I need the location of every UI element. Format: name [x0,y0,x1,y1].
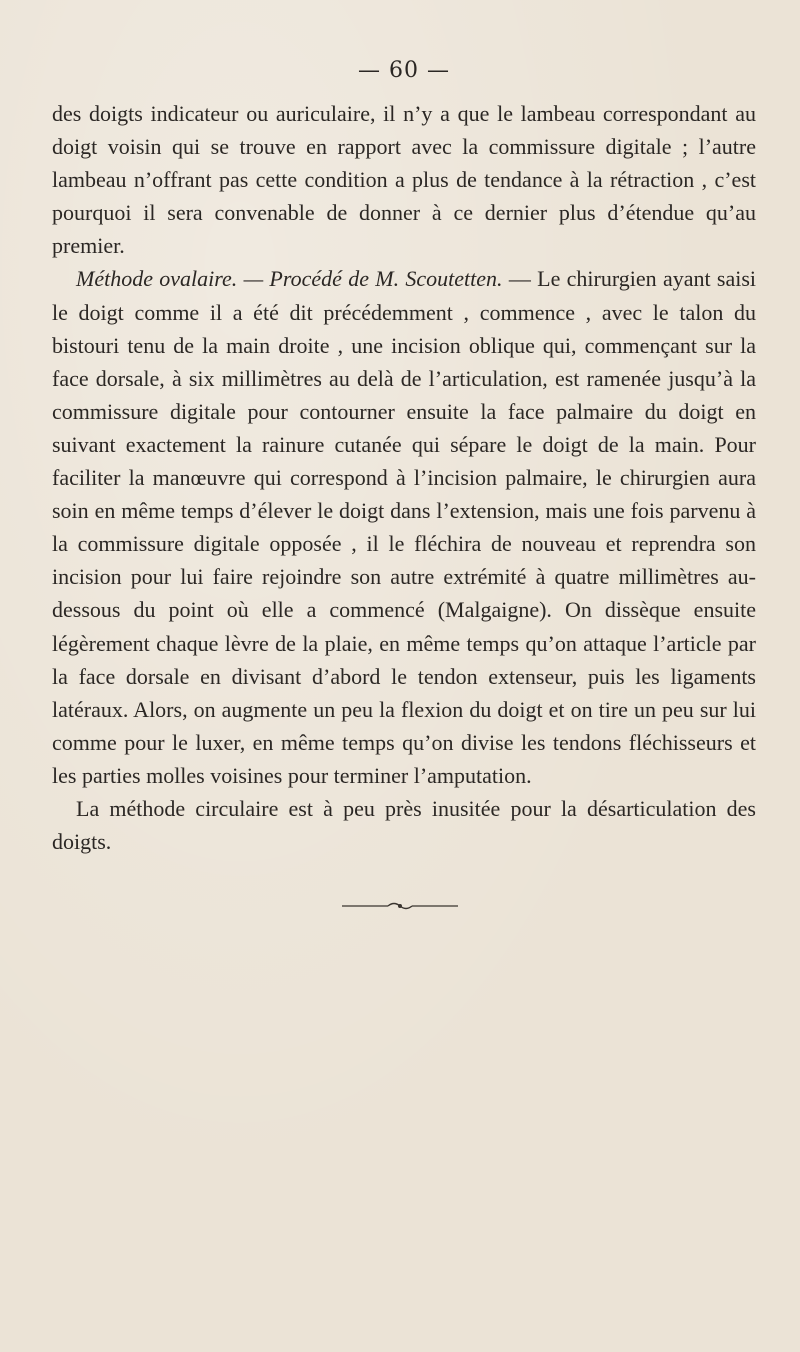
paragraph-methode-circulaire [52,792,756,858]
ornament-rule-icon [340,900,460,912]
paragraph-2-text: — Le chirurgien ayant saisi le doigt comme il a été dit précédemment , commence , avec le talon du bistouri tenu de la main droite , une incision oblique qui, commençant sur la face dorsale, à six millimètres au delà de l’articulation, est ramenée jusqu’à la commissure digitale pour contourner ensuite la face palmaire du doigt en suivant exactement la rainure cutanée qui sépare le doigt de la main. Pour faciliter la manœuvre qui correspond à l’incision palmaire, le chirurgien aura soin en même temps d’élever le doigt dans l’extension, mais une fois parvenu à la commissure digitale opposée , il le fléchira de nouveau et reprendra son incision pour lui faire rejoindre son autre extrémité à quatre millimètres au-dessous du point où elle a commencé (Malgaigne). On dissèque ensuite légèrement chaque lèvre de la plaie, en même temps qu’on attaque l’article par la face dorsale en divisant d’abord le tendon extenseur, puis les ligaments latéraux. Alors, on augmente un peu la flexion du doigt et on tire un peu sur lui comme pour le luxer, en même temps qu’on divise les tendons fléchisseurs et les parties molles voisines pour terminer l’amputation. [52,266,756,788]
section-end-ornament [0,897,800,916]
section-lead-heading: Méthode ovalaire. — Procédé de M. Scoutetten. [76,266,503,292]
page-number: — 60 — [358,58,450,83]
paragraph-methode-ovalaire [52,262,756,792]
paragraph-continuation [52,97,756,262]
paragraph-1-text: des doigts indicateur ou auriculaire, il n’y a que le lambeau correspondant au doigt voisin qui se trouve en rapport avec la commissure digitale ; l’autre lambeau n’offrant pas cette condition a plus de tendance à la rétraction , c’est pourquoi il sera convenable de donner à ce dernier plus d’étendue qu’au premier. [52,101,756,259]
paragraph-3-text: La méthode circulaire est à peu près inusitée pour la désarticulation des doigts. [52,795,756,855]
body-text [52,97,756,858]
